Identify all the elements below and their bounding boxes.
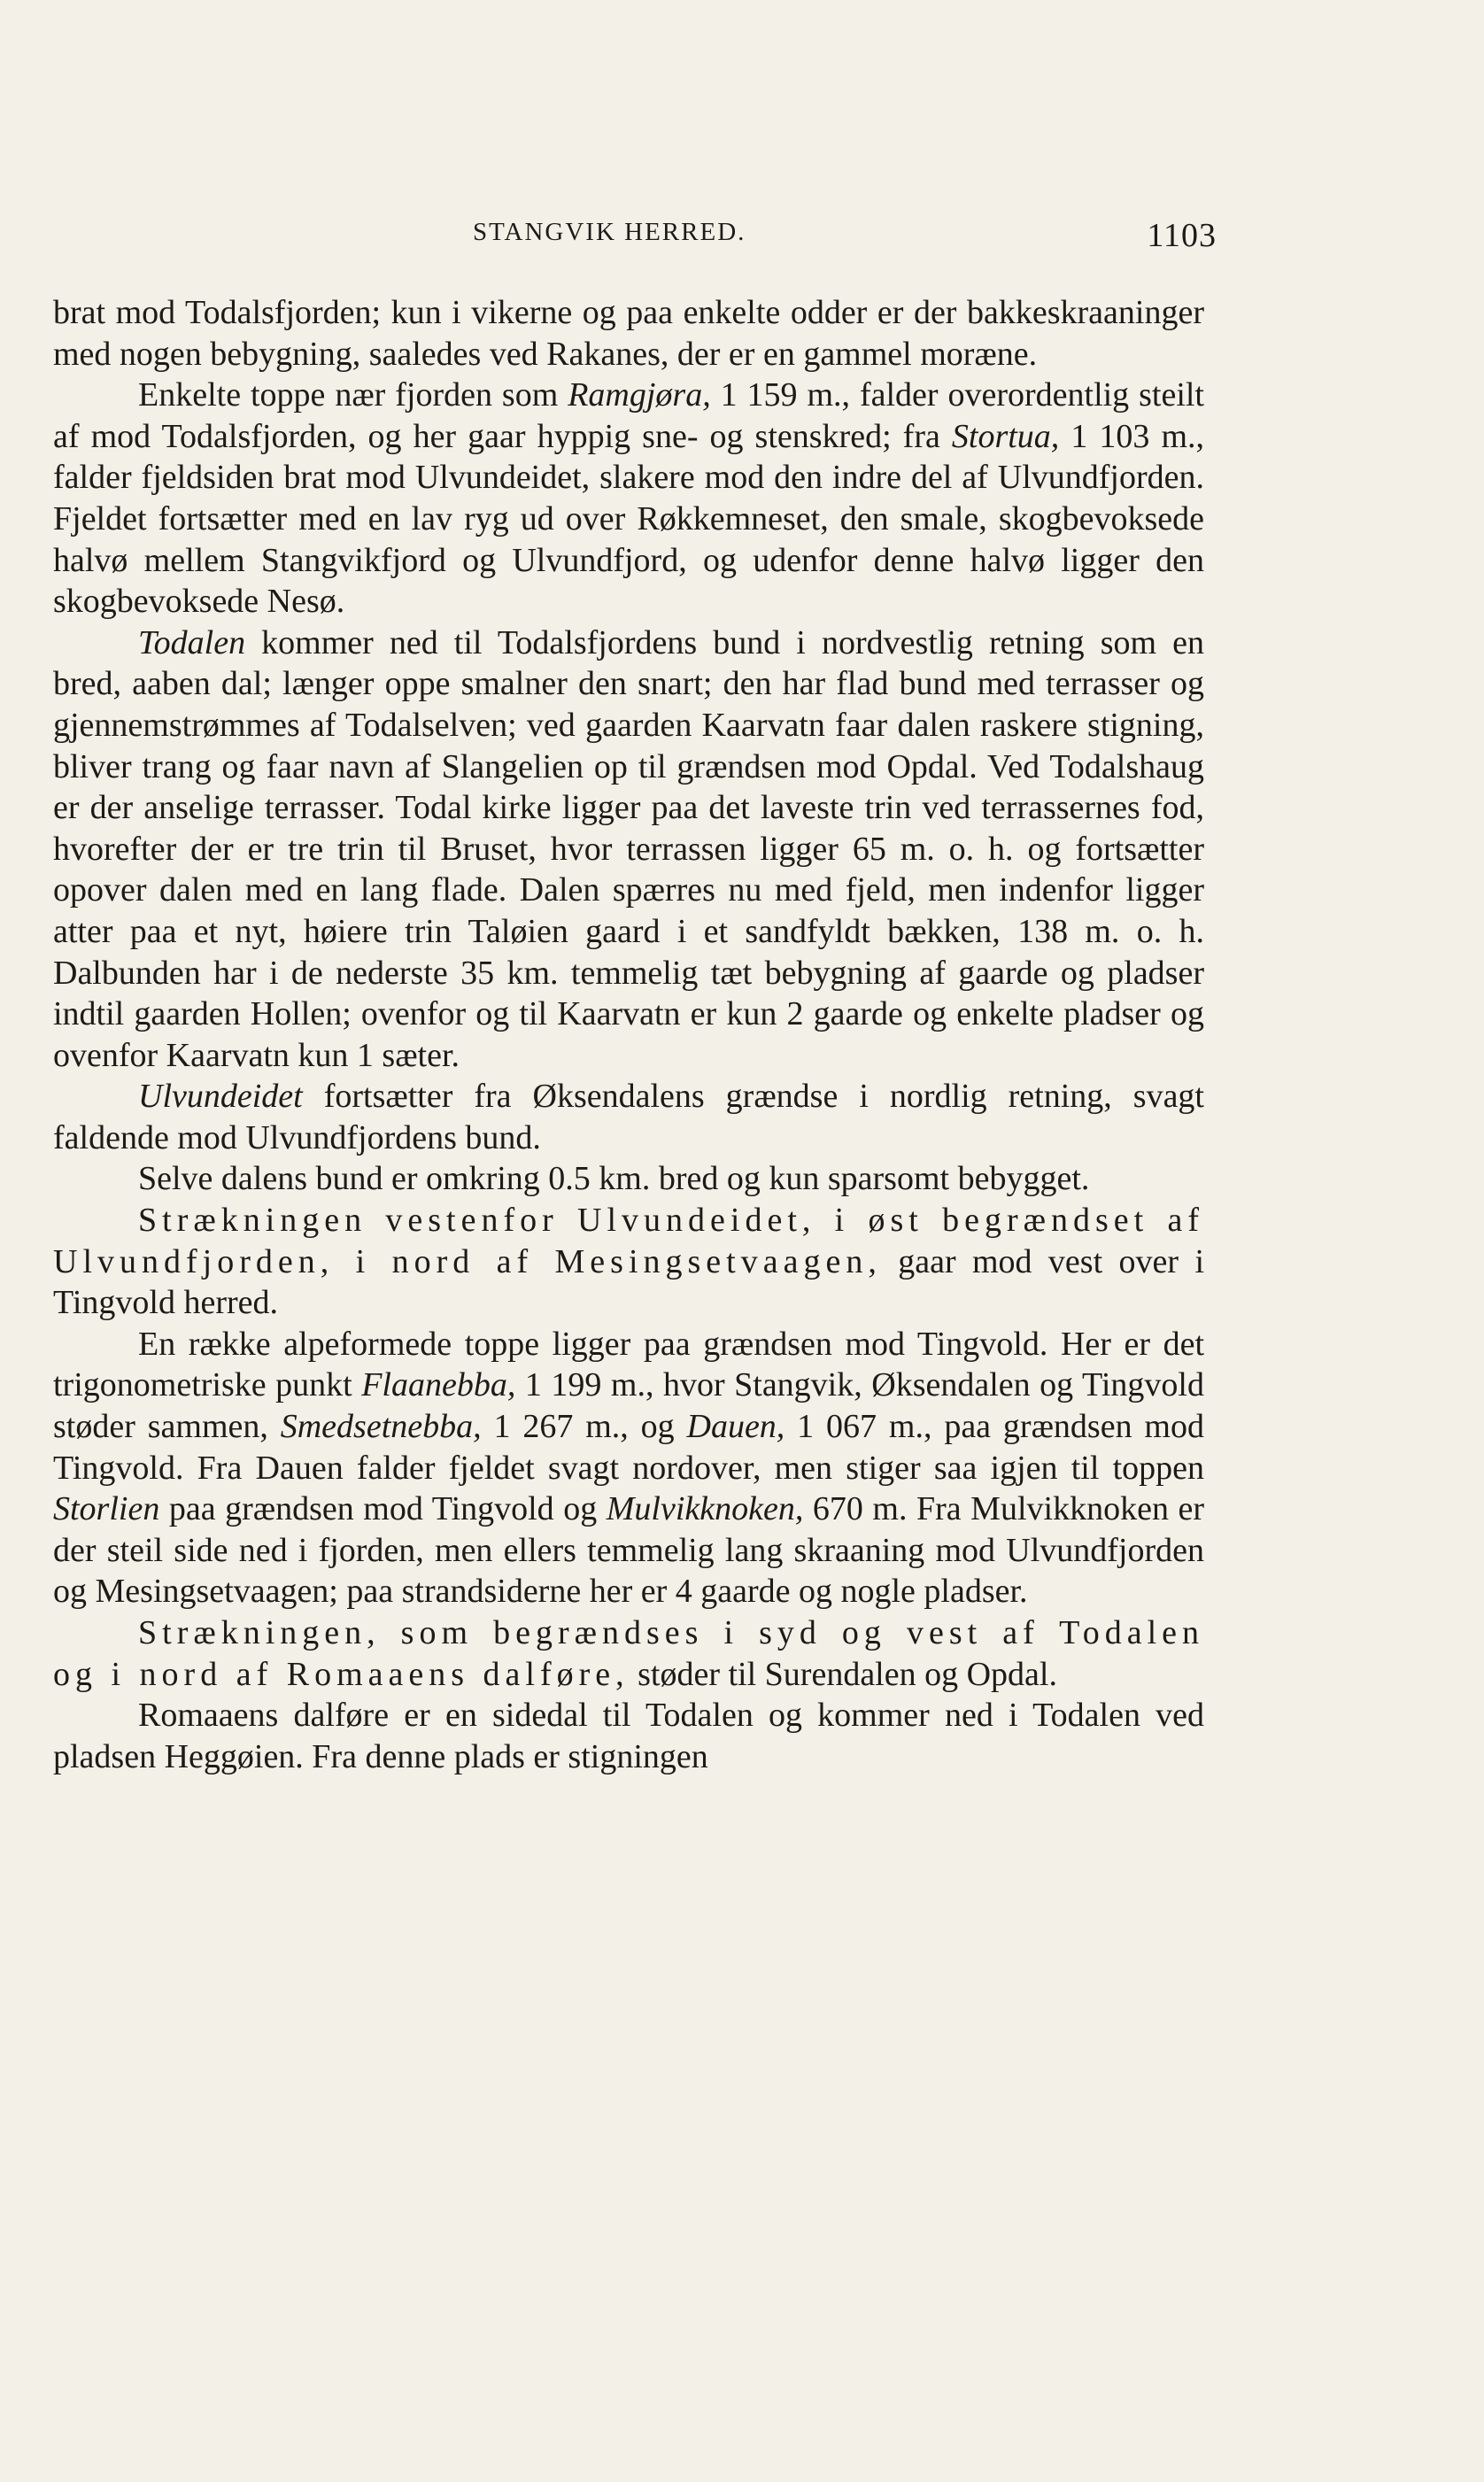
text-run: 670 m. Fra Mulvikknoken er der steil side ned i fjorden, men ellers temmelig lang skraaning mod Ulvundfjorden og Mesingsetvaagen; paa strandsiderne her er 4 gaarde og nogle pladser. bbox=[53, 1490, 1204, 1611]
running-title: STANGVIK HERRED. bbox=[473, 218, 746, 246]
spaced-heading-text: Strækningen vestenfor Ulvundeidet, i øst begrændset af Ulvundfjorden, i nord af Mesingsetvaagen, bbox=[53, 1202, 1204, 1280]
text-run: Enkelte toppe nær fjorden som bbox=[138, 376, 568, 414]
text-run: 1 067 m., paa grændsen mod Tingvold. Fra Dauen falder fjeldet svagt nordover, men stiger saa igjen til toppen bbox=[53, 1408, 1204, 1487]
text-run: En række alpeformede toppe ligger paa grændsen mod Tingvold. Her er det trigonometriske punkt bbox=[53, 1325, 1204, 1404]
paragraph-5: Selve dalens bund er omkring 0.5 km. bred og kun sparsomt bebygget. bbox=[138, 1160, 1090, 1198]
paragraph-2 bbox=[53, 375, 1204, 622]
place-name-stortua: Stortua, bbox=[951, 417, 1060, 455]
text-run: støder til Surendalen og Opdal. bbox=[629, 1655, 1057, 1693]
place-name-mulvikknoken: Mulvikknoken, bbox=[606, 1490, 804, 1528]
paragraph-8 bbox=[53, 1612, 1204, 1695]
text-run: fortsætter fra Øksendalens grændse i nordlig retning, svagt faldende mod Ulvundfjordens bund. bbox=[53, 1078, 1204, 1156]
text-run: kommer ned til Todalsfjordens bund i nordvestlig retning som en bred, aaben dal; længer oppe smalner den snart; den har flad bund med terrasser og gjennemstrømmes af Todalselven; ved gaarden Kaarvatn faar dalen raskere stigning, bliver trang og faar navn af Slangelien op til grændsen mod Opdal. Ved Todalshaug er der anselige terrasser. Todal kirke ligger paa det laveste trin ved terrassernes fod, hvorefter der er tre trin til Bruset, hvor terrassen ligger 65 m. o. h. og fortsætter opover dalen med en lang flade. Dalen spærres nu med fjeld, men indenfor ligger atter paa et nyt, høiere trin Taløien gaard i et sandfyldt bækken, 138 m. o. h. Dalbunden har i de nederste 35 km. temmelig tæt bebygning af gaarde og pladser indtil gaarden Hollen; ovenfor og til Kaarvatn er kun 2 gaarde og enkelte pladser og ovenfor Kaarvatn kun 1 sæter. bbox=[53, 623, 1204, 1074]
text-run: 1 103 m., falder fjeldsiden brat mod Ulvundeidet, slakere mod den indre del af Ulvundfjorden. Fjeldet fortsætter med en lav ryg ud over Røkkemneset, den smale, skogbevoksede halvø mellem Stangvikfjord og Ulvundfjord, og udenfor denne halvø ligger den skogbevoksede Nesø. bbox=[53, 417, 1205, 621]
text-run: 1 199 m., hvor Stangvik, Øksendalen og Tingvold støder sammen, bbox=[53, 1366, 1204, 1446]
paragraph-6 bbox=[53, 1200, 1204, 1324]
place-name-ramgjora: Ramgjøra, bbox=[568, 376, 711, 414]
paragraph-3 bbox=[53, 622, 1204, 1077]
text-run: 1 267 m., og bbox=[481, 1408, 687, 1446]
page-header bbox=[55, 216, 1217, 260]
text-run: 1 159 m., falder overordentlig steilt af mod Todalsfjorden, og her gaar hyppig sne- og stenskred; fra bbox=[53, 376, 1204, 455]
place-name-smedsetnebba: Smedsetnebba, bbox=[280, 1408, 482, 1446]
paragraph-9: Romaaens dalføre er en sidedal til Todalen og kommer ned i Todalen ved pladsen Heggøien. Fra denne plads er stigningen bbox=[53, 1697, 1204, 1775]
place-name-ulvundeidet: Ulvundeidet bbox=[138, 1078, 303, 1116]
place-name-dauen: Dauen, bbox=[686, 1408, 785, 1446]
place-name-storlien: Storlien bbox=[53, 1490, 160, 1528]
paragraph-7 bbox=[53, 1324, 1204, 1612]
body-text bbox=[53, 292, 1204, 1777]
spaced-heading-text: Strækningen, som begrændses i syd og vest af Todalen og i nord af Romaaens dalføre, bbox=[53, 1614, 1204, 1693]
text-run: gaar mod vest over i Tingvold herred. bbox=[53, 1242, 1204, 1322]
place-name-todalen: Todalen bbox=[138, 623, 246, 661]
place-name-flaanebba: Flaanebba, bbox=[361, 1366, 516, 1404]
paragraph-4 bbox=[53, 1076, 1204, 1158]
text-run: paa grændsen mod Tingvold og bbox=[159, 1490, 607, 1528]
page-number: 1103 bbox=[1147, 217, 1217, 254]
paragraph-1: brat mod Todalsfjorden; kun i vikerne og paa enkelte odder er der bakkeskraaninger med nogen bebygning, saaledes ved Rakanes, der er en gammel moræne. bbox=[53, 294, 1204, 373]
